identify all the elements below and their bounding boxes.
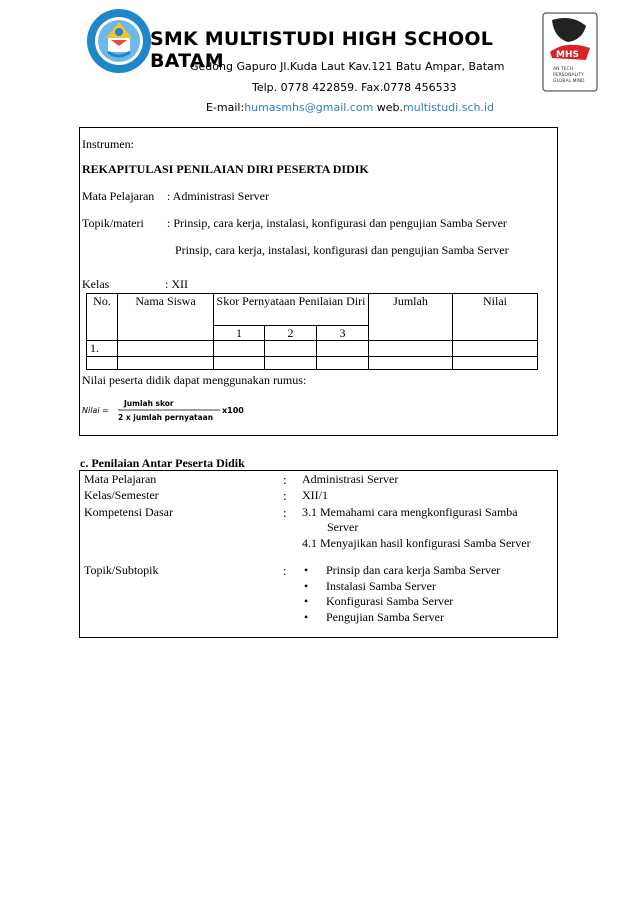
- peer-subject-label: Mata Pelajaran: [84, 472, 157, 486]
- subject-label: Mata Pelajaran: [82, 189, 155, 203]
- competency-4-1: 4.1 Menyajikan hasil konfigurasi Samba Server: [302, 536, 531, 550]
- topic-label: Topik/materi: [82, 216, 144, 230]
- formula-multiplier: x100: [222, 406, 244, 415]
- contact-line: [206, 101, 494, 114]
- bullet-icon: •: [304, 610, 309, 624]
- table-row: [87, 341, 538, 357]
- table-cell: [214, 341, 265, 357]
- topic-value: : Prinsip, cara kerja, instalasi, konfigurasi dan pengujian Samba Server: [167, 216, 507, 230]
- subject-value: : Administrasi Server: [167, 189, 269, 203]
- svg-text:MHS: MHS: [556, 50, 579, 60]
- web-link[interactable]: multistudi.sch.id: [403, 101, 494, 114]
- peer-topic-label: Topik/Subtopik: [84, 563, 159, 577]
- table-row: [87, 357, 538, 370]
- sub-col-2: 2: [265, 326, 317, 341]
- table-cell: [87, 357, 118, 370]
- school-phone: Telp. 0778 422859. Fax.0778 456533: [252, 81, 457, 94]
- peer-class-label: Kelas/Semester: [84, 488, 159, 502]
- table-cell: [369, 341, 453, 357]
- peer-assessment-title: c. Penilaian Antar Peserta Didik: [80, 456, 245, 470]
- competency-3-1-cont: Server: [327, 520, 359, 534]
- formula-lhs: Nilai =: [82, 406, 109, 415]
- bullet-icon: •: [304, 579, 309, 593]
- formula-note: Nilai peserta didik dapat menggunakan rumus:: [82, 373, 307, 387]
- table-cell: [214, 357, 265, 370]
- mhs-logo: [542, 12, 598, 92]
- bullet-icon: •: [304, 563, 309, 577]
- bullet-icon: •: [304, 594, 309, 608]
- school-address: Gedong Gapuro Jl.Kuda Laut Kav.121 Batu Ampar, Batam: [190, 60, 505, 73]
- formula-denominator: 2 x jumlah pernyataan: [118, 413, 214, 422]
- col-name-header: Nama Siswa: [118, 294, 214, 341]
- table-cell: 1.: [87, 341, 118, 357]
- instrument-label: Instrumen:: [82, 137, 134, 151]
- grade-formula: [80, 397, 250, 423]
- assessment-title: REKAPITULASI PENILAIAN DIRI PESERTA DIDIK: [82, 162, 369, 176]
- competency-3-1: 3.1 Memahami cara mengkonfigurasi Samba: [302, 505, 518, 519]
- email-link[interactable]: humasmhs@gmail.com: [244, 101, 374, 114]
- ministry-logo: [86, 8, 152, 74]
- topic-item: Pengujian Samba Server: [326, 610, 444, 624]
- peer-competency-colon: :: [283, 505, 287, 520]
- peer-subject-colon: :: [283, 472, 287, 487]
- table-cell: [118, 341, 214, 357]
- table-cell: [317, 341, 369, 357]
- peer-competency-label: Kompetensi Dasar: [84, 505, 173, 519]
- col-total-header: Jumlah: [369, 294, 453, 341]
- topic-item: Instalasi Samba Server: [326, 579, 436, 593]
- peer-subject-value: Administrasi Server: [302, 472, 399, 486]
- peer-class-colon: :: [283, 488, 287, 503]
- topic-item: Prinsip dan cara kerja Samba Server: [326, 563, 501, 577]
- score-table: [86, 293, 538, 370]
- table-cell: [453, 341, 538, 357]
- peer-topic-colon: :: [283, 563, 287, 578]
- col-no-header: No.: [87, 294, 118, 341]
- col-score-header: Skor Pernyataan Penilaian Diri: [214, 294, 369, 326]
- svg-text:PERSONALITY: PERSONALITY: [553, 73, 584, 78]
- web-label: web.: [376, 101, 404, 114]
- sub-col-1: 1: [214, 326, 265, 341]
- table-cell: [265, 341, 317, 357]
- table-cell: [118, 357, 214, 370]
- svg-text:GLOBAL MIND: GLOBAL MIND: [553, 79, 585, 84]
- table-cell: [317, 357, 369, 370]
- peer-class-value: XII/1: [302, 488, 328, 502]
- topic-item: Konfigurasi Samba Server: [326, 594, 454, 608]
- table-cell: [453, 357, 538, 370]
- table-cell: [265, 357, 317, 370]
- class-value: : XII: [165, 277, 188, 291]
- table-cell: [369, 357, 453, 370]
- school-name: SMK MULTISTUDI HIGH SCHOOL BATAM: [150, 28, 494, 72]
- svg-text:AN TECH: AN TECH: [553, 67, 573, 72]
- email-label: E-mail:: [206, 101, 245, 114]
- formula-numerator: Jumlah skor: [124, 399, 174, 408]
- topic-value-repeat: Prinsip, cara kerja, instalasi, konfigurasi dan pengujian Samba Server: [175, 243, 509, 257]
- sub-col-3: 3: [317, 326, 369, 341]
- class-label: Kelas: [82, 277, 110, 291]
- col-grade-header: Nilai: [453, 294, 538, 341]
